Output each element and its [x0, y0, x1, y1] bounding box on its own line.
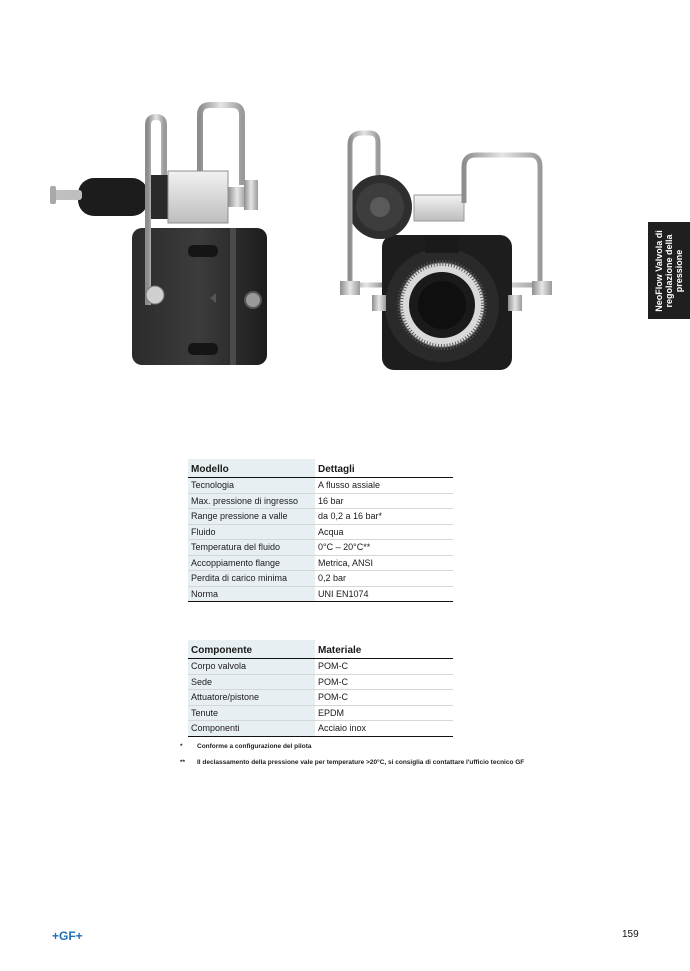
footnote-mark: * — [180, 743, 183, 750]
table-row — [188, 571, 453, 587]
row-label: Attuatore/pistone — [188, 690, 315, 706]
chapter-tab — [648, 222, 690, 319]
row-label: Sede — [188, 674, 315, 690]
table-row — [188, 705, 453, 721]
header-model: Modello — [188, 459, 315, 478]
row-label: Fluido — [188, 524, 315, 540]
row-value: Acciaio inox — [315, 721, 453, 737]
row-value: UNI EN1074 — [315, 586, 453, 602]
table-row — [188, 540, 453, 556]
chapter-tab-title: NeoFlow Valvola di regolazione della pressione — [654, 229, 684, 312]
product-images — [40, 95, 600, 385]
header-details: Dettagli — [315, 459, 453, 478]
page-number: 159 — [622, 929, 639, 940]
row-value: POM-C — [315, 690, 453, 706]
header-material: Materiale — [315, 640, 453, 659]
row-label: Corpo valvola — [188, 659, 315, 675]
row-label: Range pressione a valle — [188, 509, 315, 525]
row-value: da 0,2 a 16 bar* — [315, 509, 453, 525]
footnote-mark: ** — [180, 759, 186, 766]
table-row — [188, 690, 453, 706]
row-label: Norma — [188, 586, 315, 602]
row-value: POM-C — [315, 659, 453, 675]
row-label: Tenute — [188, 705, 315, 721]
gf-logo: +GF+ — [52, 929, 83, 943]
footnote-text: Conforme a configurazione del pilota — [197, 743, 312, 750]
row-label: Accoppiamento flange — [188, 555, 315, 571]
table-row — [188, 659, 453, 675]
valve-side-view — [50, 105, 267, 365]
row-label: Perdita di carico minima — [188, 571, 315, 587]
row-label: Componenti — [188, 721, 315, 737]
row-value: A flusso assiale — [315, 478, 453, 494]
row-value: 0,2 bar — [315, 571, 453, 587]
table-header-row — [188, 459, 453, 478]
row-label: Max. pressione di ingresso — [188, 493, 315, 509]
table-row — [188, 555, 453, 571]
row-value: EPDM — [315, 705, 453, 721]
table-row — [188, 493, 453, 509]
row-label: Tecnologia — [188, 478, 315, 494]
table-row — [188, 586, 453, 602]
valve-front-view — [340, 133, 552, 370]
footnote — [180, 743, 311, 750]
footnote-text: Il declassamento della pressione vale per temperature >20°C, si consiglia di contattare l'ufficio tecnico GF — [197, 759, 525, 766]
row-value: 0°C – 20°C** — [315, 540, 453, 556]
table-row — [188, 478, 453, 494]
table-row — [188, 509, 453, 525]
table-row — [188, 674, 453, 690]
table-header-row — [188, 640, 453, 659]
footnote — [180, 759, 524, 766]
row-value: POM-C — [315, 674, 453, 690]
specifications-table — [188, 459, 453, 602]
row-label: Temperatura del fluido — [188, 540, 315, 556]
table-row — [188, 524, 453, 540]
materials-table — [188, 640, 453, 737]
table-row — [188, 721, 453, 737]
header-component: Componente — [188, 640, 315, 659]
row-value: Metrica, ANSI — [315, 555, 453, 571]
row-value: Acqua — [315, 524, 453, 540]
row-value: 16 bar — [315, 493, 453, 509]
